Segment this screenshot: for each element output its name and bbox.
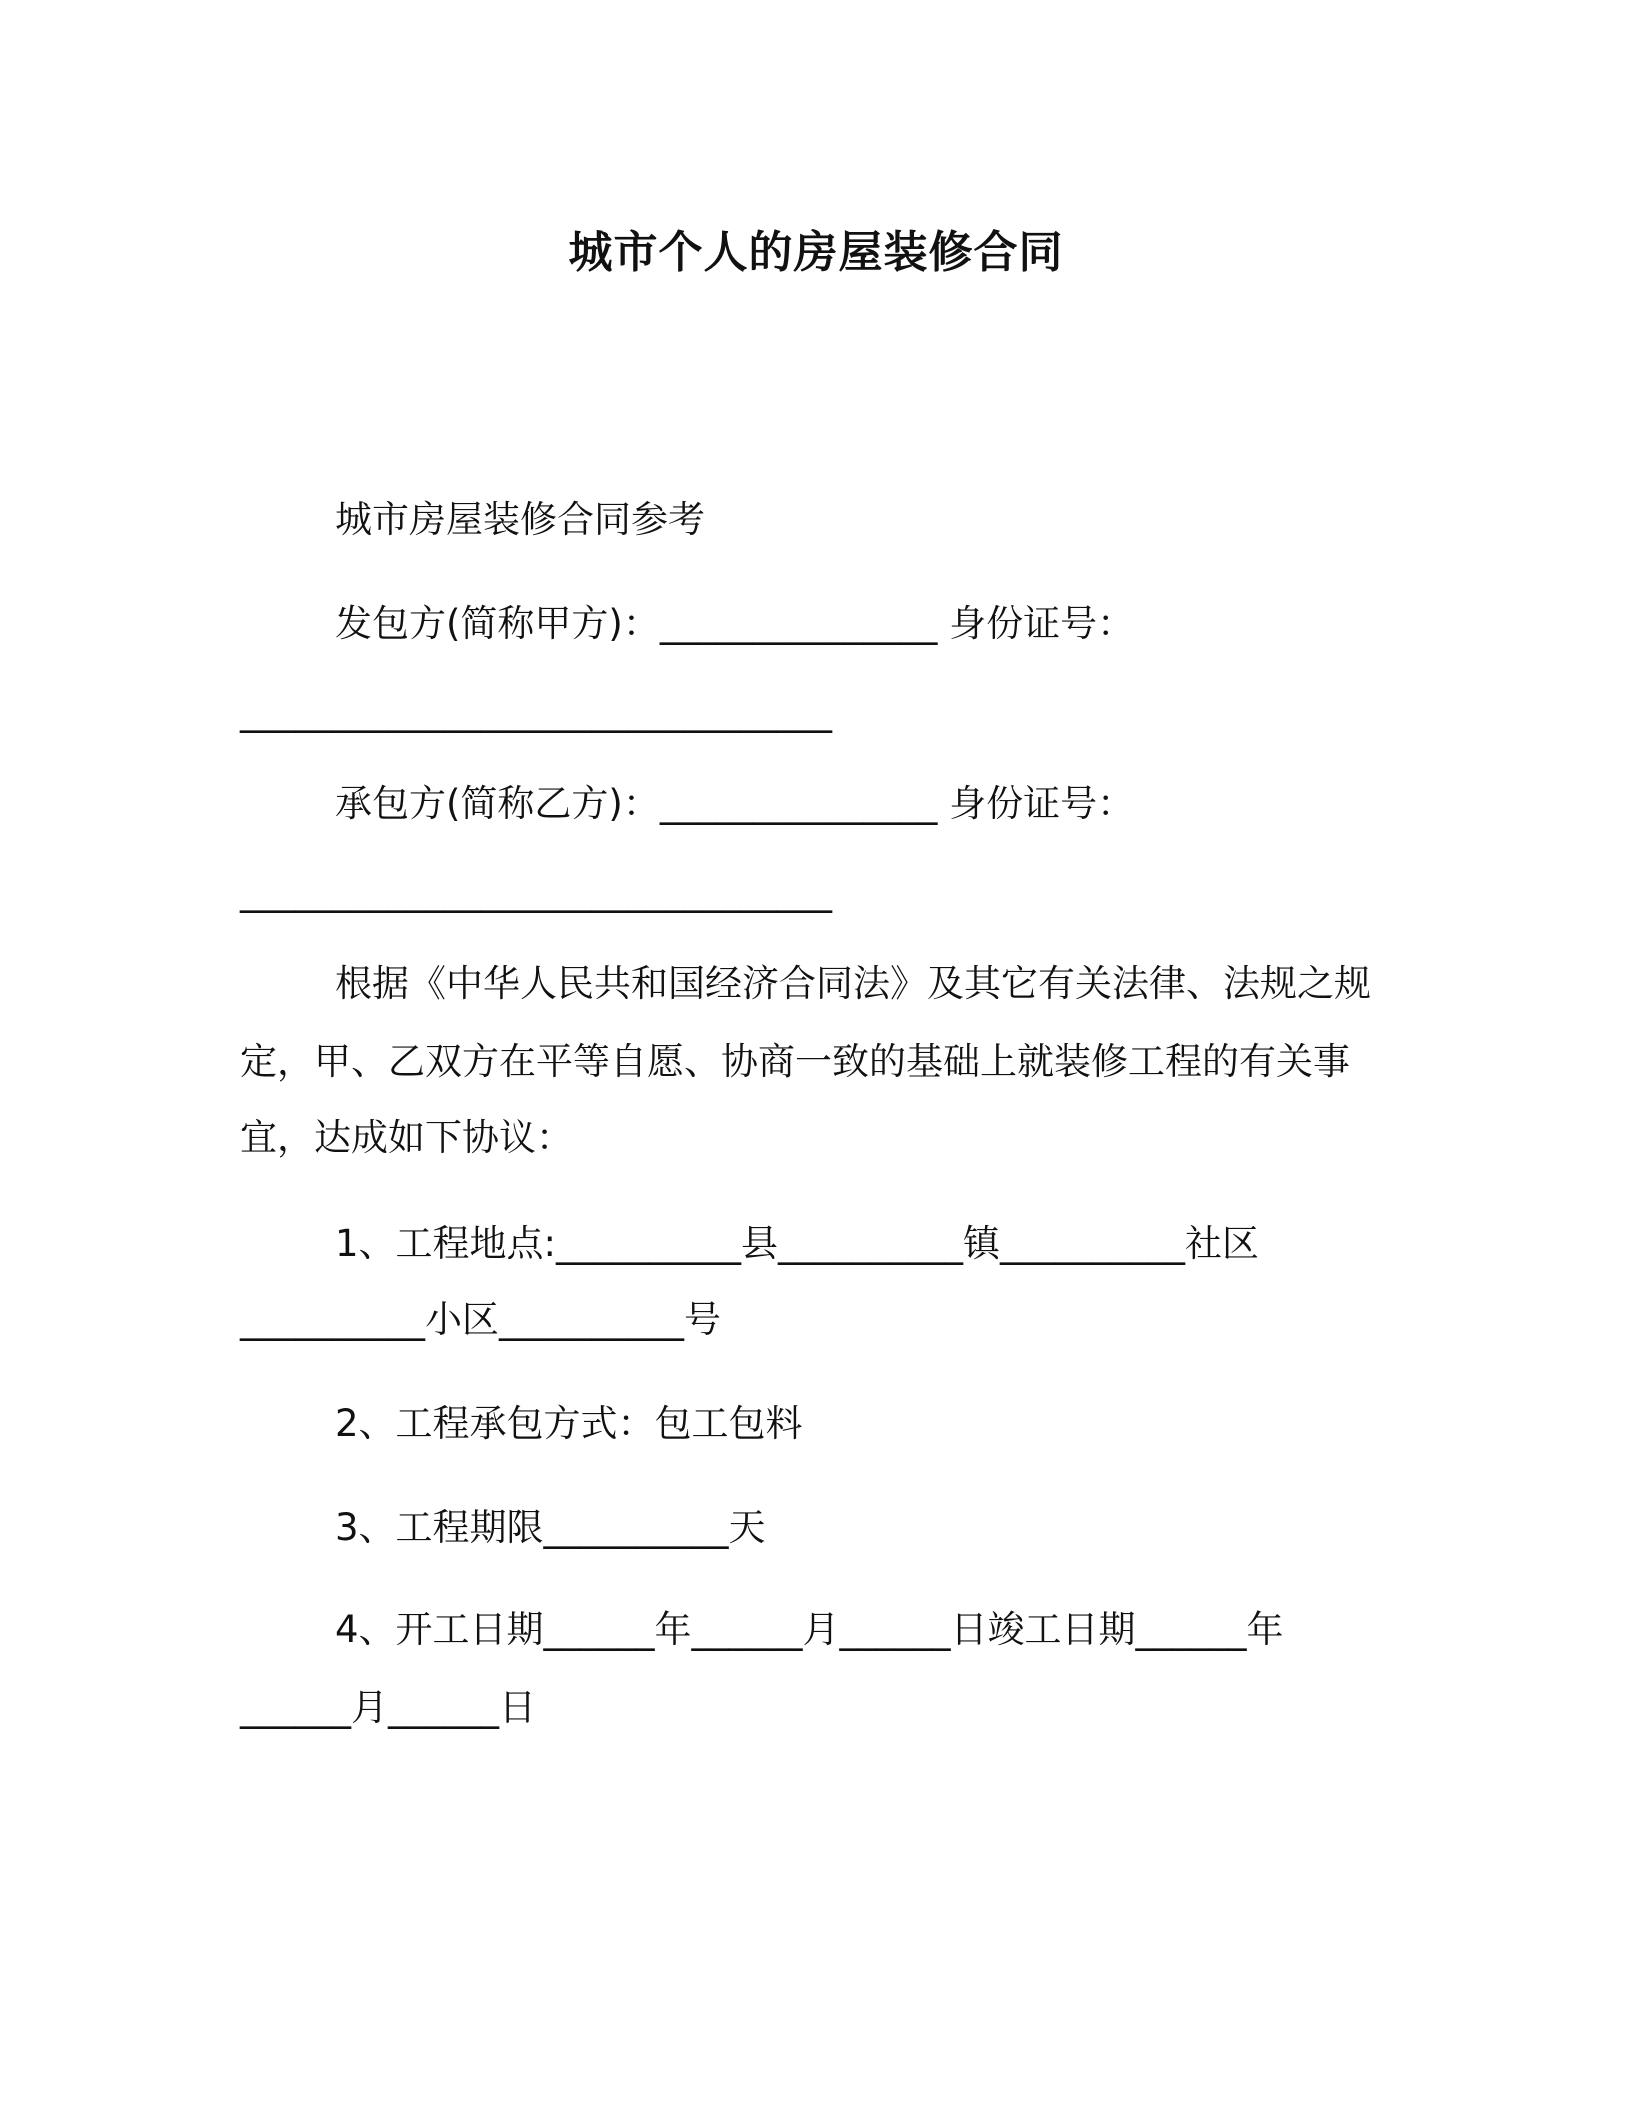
clause-4-line-2: ______月______日 — [240, 1686, 536, 1729]
party-b-id-line: ________________________________ — [240, 870, 832, 913]
preamble-line-1: 根据《中华人民共和国经济合同法》及其它有关法律、法规之规 — [335, 962, 1371, 1005]
party-b-line: 承包方(简称乙方)：_______________ 身份证号： — [335, 782, 1135, 825]
clause-1-line-1: 1、工程地点:__________县__________镇__________社区 — [335, 1222, 1260, 1265]
party-a-line: 发包方(简称甲方)：_______________ 身份证号： — [335, 602, 1135, 645]
document-title: 城市个人的房屋装修合同 — [568, 227, 1064, 278]
preamble-line-2: 定，甲、乙双方在平等自愿、协商一致的基础上就装修工程的有关事 — [240, 1040, 1350, 1083]
clause-4-line-1: 4、开工日期______年______月______日竣工日期______年 — [335, 1608, 1284, 1651]
clause-3-line: 3、工程期限__________天 — [335, 1506, 766, 1549]
party-a-id-line: ________________________________ — [240, 690, 832, 733]
clause-2-line: 2、工程承包方式：包工包料 — [335, 1402, 803, 1445]
subtitle-line: 城市房屋装修合同参考 — [335, 498, 705, 541]
preamble-line-3: 宜，达成如下协议： — [240, 1116, 573, 1159]
clause-1-line-2: __________小区__________号 — [240, 1298, 721, 1341]
